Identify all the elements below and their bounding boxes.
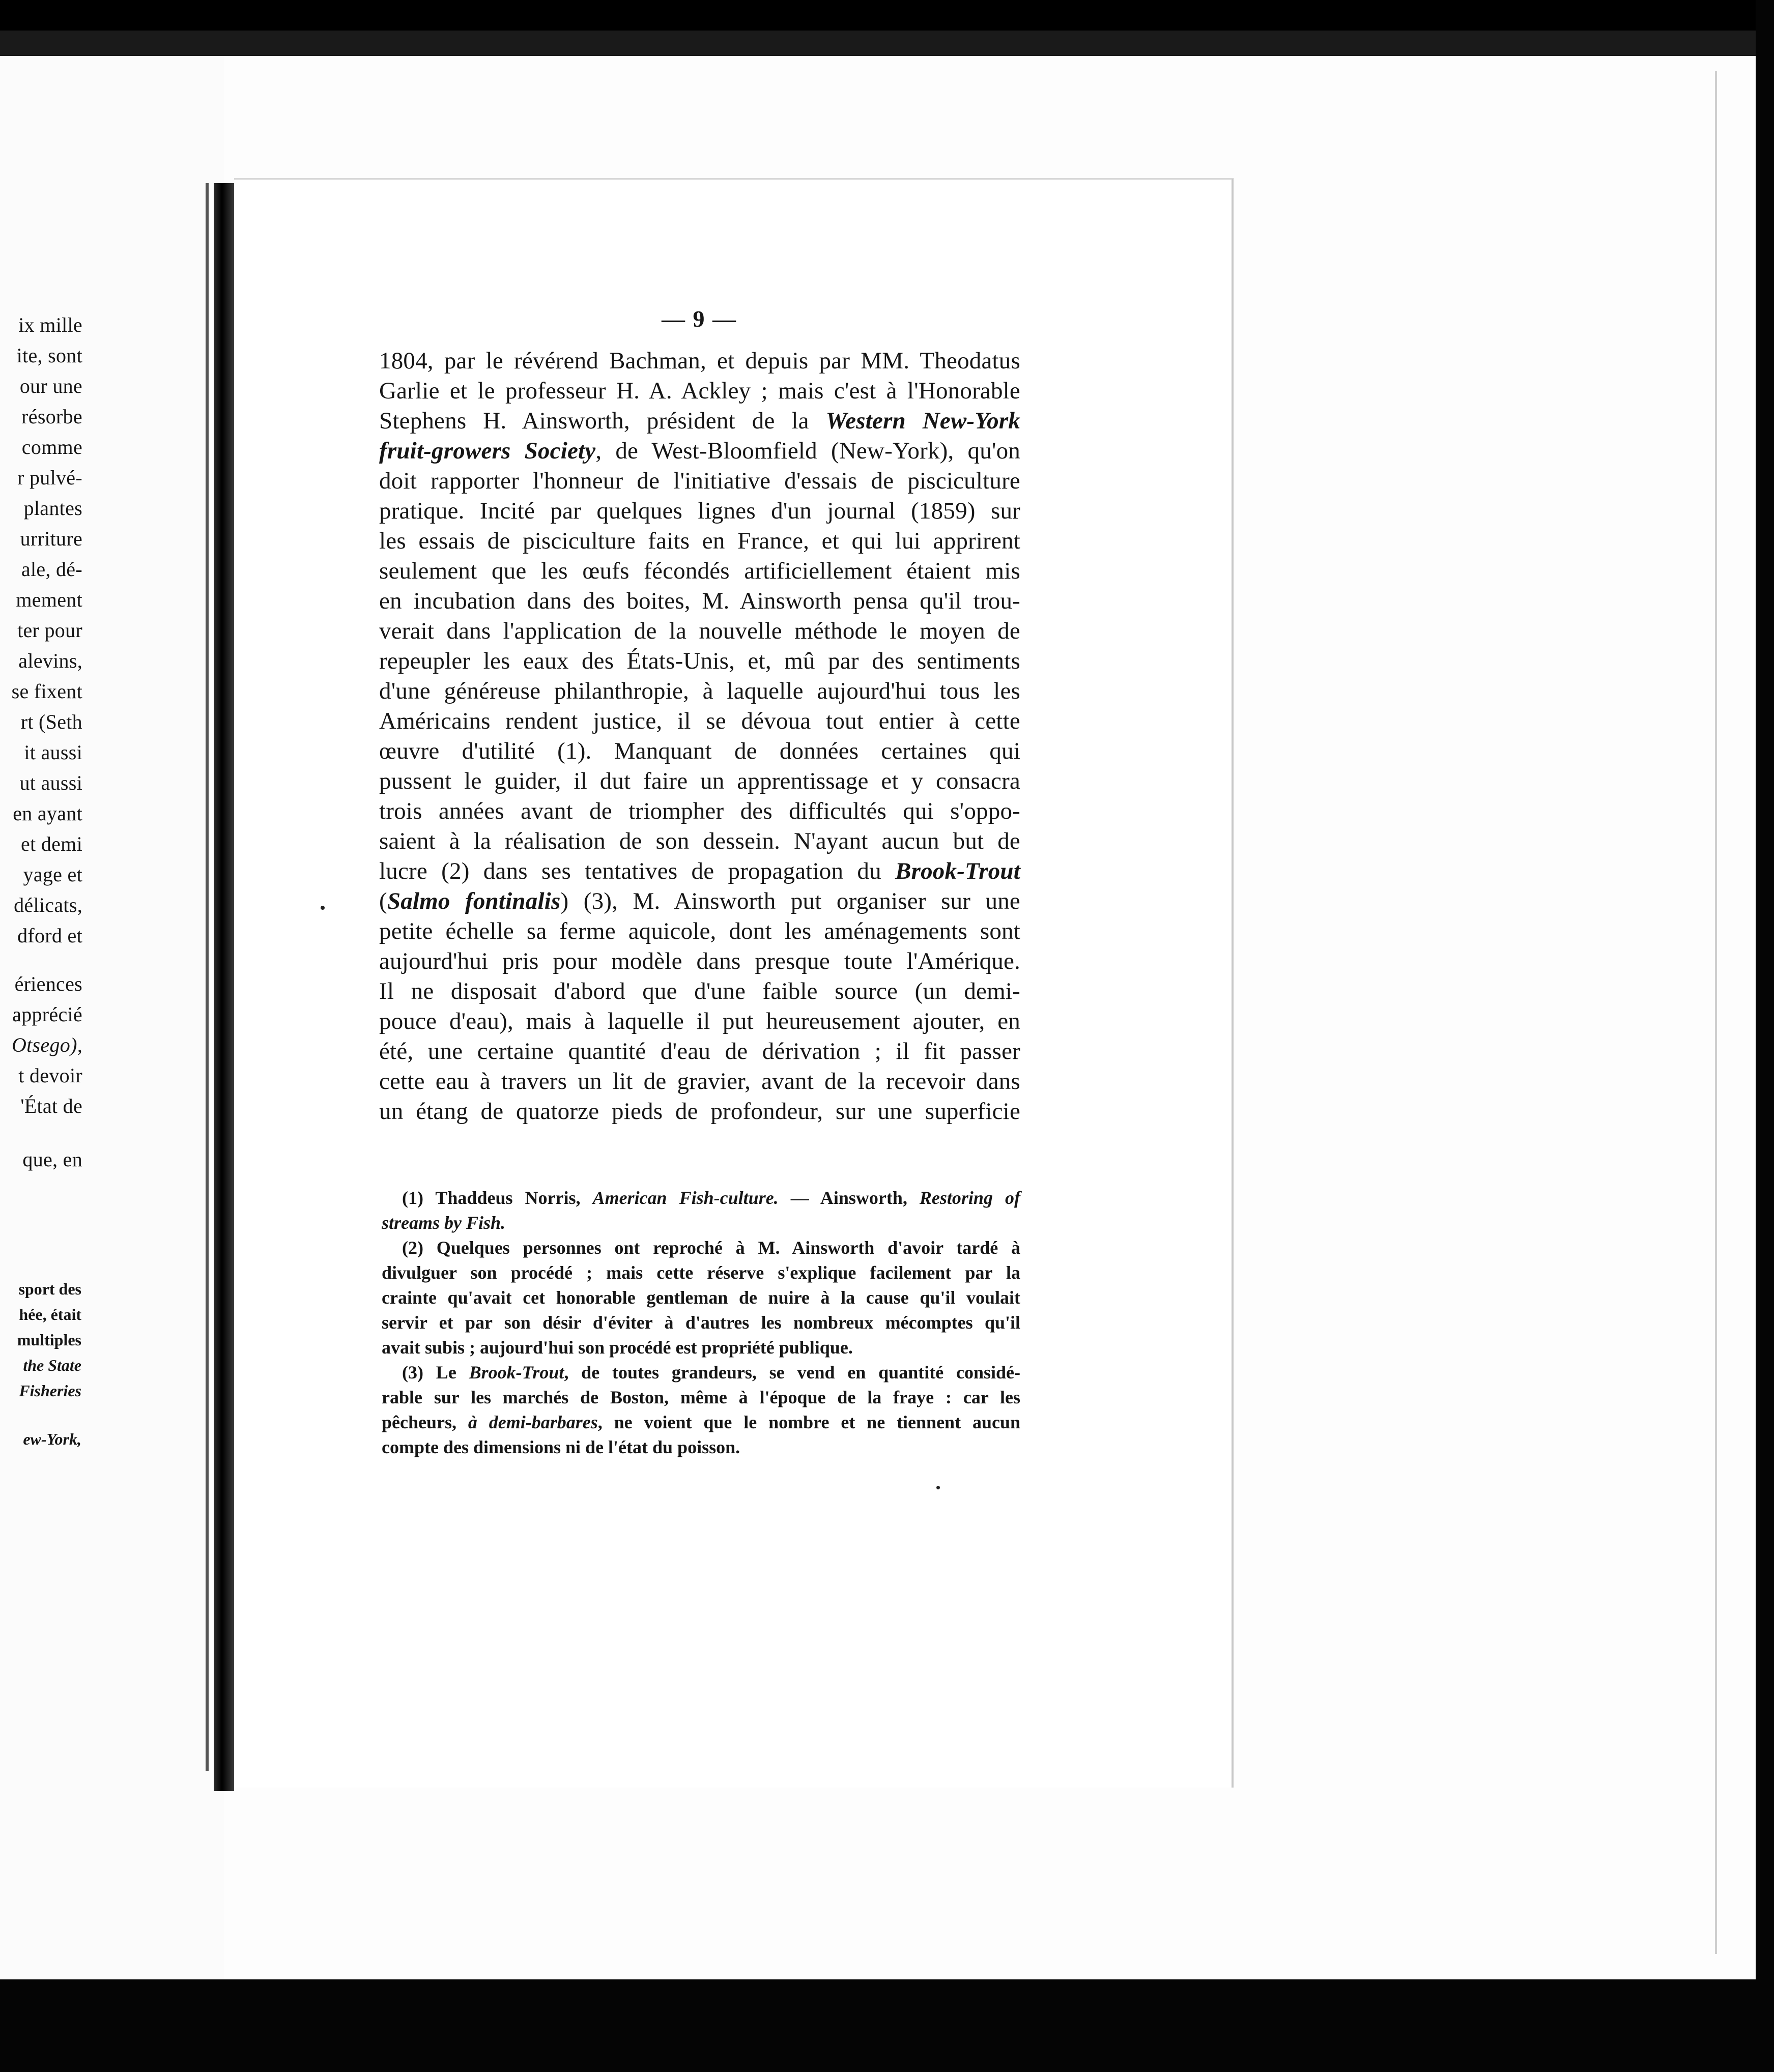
page-edge [1715,71,1717,1954]
left-page-line: ale, dé- [21,558,82,581]
text-line [379,1006,1020,1037]
text-run: pratique. Incité par quelques lignes d'un journal (1859) sur [379,498,1020,524]
text-line [379,1037,1020,1067]
text-run: Américains rendent justice, il se dévoua tout entier à cette [379,708,1020,734]
text-line [379,916,1020,946]
left-page-line: apprécié [12,1003,82,1026]
left-page-line: rt (Seth [20,710,82,733]
binding-shadow [214,183,234,1791]
footnote-line [382,1385,1020,1410]
text-run: fruit-growers Society [379,438,596,464]
text-line [379,586,1020,616]
left-page-line: ite, sont [16,344,82,367]
footnote-line [382,1186,1020,1211]
footnote-run: à demi-barbares [468,1412,598,1432]
text-run: seulement que les œufs fécondés artificiellement étaient mis [379,558,1020,584]
left-page-footnote-line: hée, était [19,1305,81,1323]
left-page-line: r pulvé- [17,466,82,489]
text-run: d'une généreuse philanthropie, à laquelle aujourd'hui tous les [379,678,1020,704]
scan-speck [321,906,325,910]
left-page-line: Otsego), [11,1033,82,1056]
text-line [379,1067,1020,1097]
footnote-run: American Fish-culture. [592,1188,779,1208]
scanner-border-right [1756,0,1774,2072]
text-line [379,526,1020,556]
text-line [379,856,1020,886]
left-page-footnote-line: multiples [17,1331,81,1349]
left-page-line: comme [21,436,82,458]
footnote-run: (1) Thaddeus Norris, [402,1188,593,1208]
left-page-line: alevins, [18,649,82,672]
text-run: 1804, par le révérend Bachman, et depuis par MM. Theodatus [379,348,1020,374]
left-page-footnote-line: Fisheries [19,1382,81,1400]
left-page-line: ter pour [17,619,82,642]
text-run: doit rapporter l'honneur de l'initiative d'essais de pisciculture [379,468,1020,494]
text-run: Il ne disposait d'abord que d'une faible source (un demi- [379,978,1020,1004]
footnote-run: avait subis ; aujourd'hui son procédé est propriété publique. [382,1337,853,1358]
text-run: cette eau à travers un lit de gravier, avant de la recevoir dans [379,1068,1020,1095]
page-number: — 9 — [662,306,737,332]
text-run: petite échelle sa ferme aquicole, dont les aménagements sont [379,918,1020,944]
text-run: Stephens H. Ainsworth, président de la [379,408,826,434]
left-page-footnote-line: ew-York, [23,1430,81,1448]
text-line [379,706,1020,736]
body-text [379,346,1020,1127]
left-page-line: our une [19,375,82,397]
text-run: aujourd'hui pris pour modèle dans presque toute l'Amérique. [379,948,1020,974]
text-run: repeupler les eaux des États-Unis, et, mû par des sentiments [379,648,1020,674]
footnote-line [382,1260,1020,1285]
left-page-footnote-line: sport des [18,1280,81,1298]
left-page-line: ériences [14,972,82,995]
scanner-border-top [0,0,1774,56]
text-line [379,796,1020,826]
text-line [379,556,1020,586]
footnote-line [382,1410,1020,1435]
left-page-line: ut aussi [19,771,82,794]
left-page-line: en ayant [13,802,82,825]
text-line [379,496,1020,526]
text-run: un étang de quatorze pieds de profondeur, sur une superficie [379,1098,1020,1125]
footnote-run: (3) Le [402,1362,469,1383]
left-page-line: se fixent [11,680,82,703]
text-line [379,946,1020,976]
left-page-line: urriture [20,527,82,550]
scanner-border-bottom [0,1979,1774,2072]
left-page-line: yage et [23,863,82,886]
footnote-line [382,1285,1020,1310]
text-run: , de West-Bloomfield (New-York), qu'on [595,438,1021,464]
text-line [379,736,1020,766]
text-run: œuvre d'utilité (1). Manquant de données certaines qui [379,738,1020,764]
text-run: lucre (2) dans ses tentatives de propagation du [379,858,896,884]
footnote-run: Restoring of [919,1188,1020,1208]
footnote-run: , de toutes grandeurs, se vend en quantité considé- [564,1362,1021,1383]
left-page-line: plantes [23,497,82,520]
text-line [379,466,1020,496]
left-page-line: it aussi [24,741,82,764]
left-page-footnote-line: the State [23,1356,81,1374]
left-page-line: que, en [22,1148,82,1171]
footnote-line [382,1360,1020,1385]
text-run: verait dans l'application de la nouvelle méthode le moyen de [379,618,1020,644]
text-line [379,676,1020,706]
left-page-line: t devoir [18,1064,82,1087]
text-line [379,1097,1020,1127]
footnote-run: crainte qu'avait cet honorable gentleman de nuire à la cause qu'il voulait [382,1287,1020,1308]
text-run: en incubation dans des boites, M. Ainsworth pensa qu'il trou- [379,588,1020,614]
footnote-run: , ne voient que le nombre et ne tiennent aucun [597,1412,1020,1432]
text-run: les essais de pisciculture faits en France, et qui lui apprirent [379,528,1020,554]
text-run: Western New-York [825,408,1020,434]
left-page-line: dford et [17,924,82,947]
footnote-run: Brook-Trout [469,1362,564,1383]
footnote-run: rable sur les marchés de Boston, même à l'époque de la fraye : car les [382,1387,1020,1407]
text-line [379,376,1020,406]
footnote-run: streams by Fish. [382,1213,506,1233]
left-page-line: et demi [21,832,82,855]
text-line [379,976,1020,1006]
footnote-run: divulguer son procédé ; mais cette réserve s'explique facilement par la [382,1262,1020,1283]
text-run: pouce d'eau), mais à laquelle il put heureusement ajouter, en [379,1008,1020,1034]
footnote-run: — Ainsworth, [778,1188,920,1208]
text-line [379,646,1020,676]
footnote-line [382,1235,1020,1260]
text-run: Garlie et le professeur H. A. Ackley ; mais c'est à l'Honorable [379,378,1020,404]
text-run: trois années avant de triompher des difficultés qui s'oppo- [379,798,1020,824]
gutter-line [206,183,209,1771]
text-run: saient à la réalisation de son dessein. N'ayant aucun but de [379,828,1020,854]
text-run: ) (3), M. Ainsworth put organiser sur une [560,888,1020,914]
footnote-line [382,1435,1020,1460]
footnote-run: pêcheurs, [382,1412,468,1432]
footnote-run: compte des dimensions ni de l'état du poisson. [382,1437,740,1457]
text-line [379,406,1020,436]
text-line [379,766,1020,796]
text-line [379,826,1020,856]
text-run: Brook-Trout [895,858,1020,884]
text-run: Salmo fontinalis [387,888,561,914]
text-line [379,616,1020,646]
footnote-line [382,1211,1020,1235]
footnote-line [382,1310,1020,1335]
left-page-line: résorbe [21,405,82,428]
text-line [379,346,1020,376]
left-page-line: mement [16,588,82,611]
left-page-line: 'État de [20,1095,82,1117]
text-line [379,886,1020,916]
footnote-run: servir et par son désir d'éviter à d'autres les nombreux mécomptes qu'il [382,1312,1020,1333]
text-line [379,436,1020,466]
text-run: ( [379,888,387,914]
footnote-line [382,1335,1020,1360]
left-page-line: délicats, [14,894,82,916]
scan-speck [936,1486,940,1489]
left-page-line: ix mille [18,313,82,336]
text-run: été, une certaine quantité d'eau de dérivation ; il fit passer [379,1038,1020,1064]
footnotes [382,1186,1020,1460]
text-run: pussent le guider, il dut faire un apprentissage et y consacra [379,768,1020,794]
footnote-run: (2) Quelques personnes ont reproché à M. Ainsworth d'avoir tardé à [402,1238,1020,1258]
